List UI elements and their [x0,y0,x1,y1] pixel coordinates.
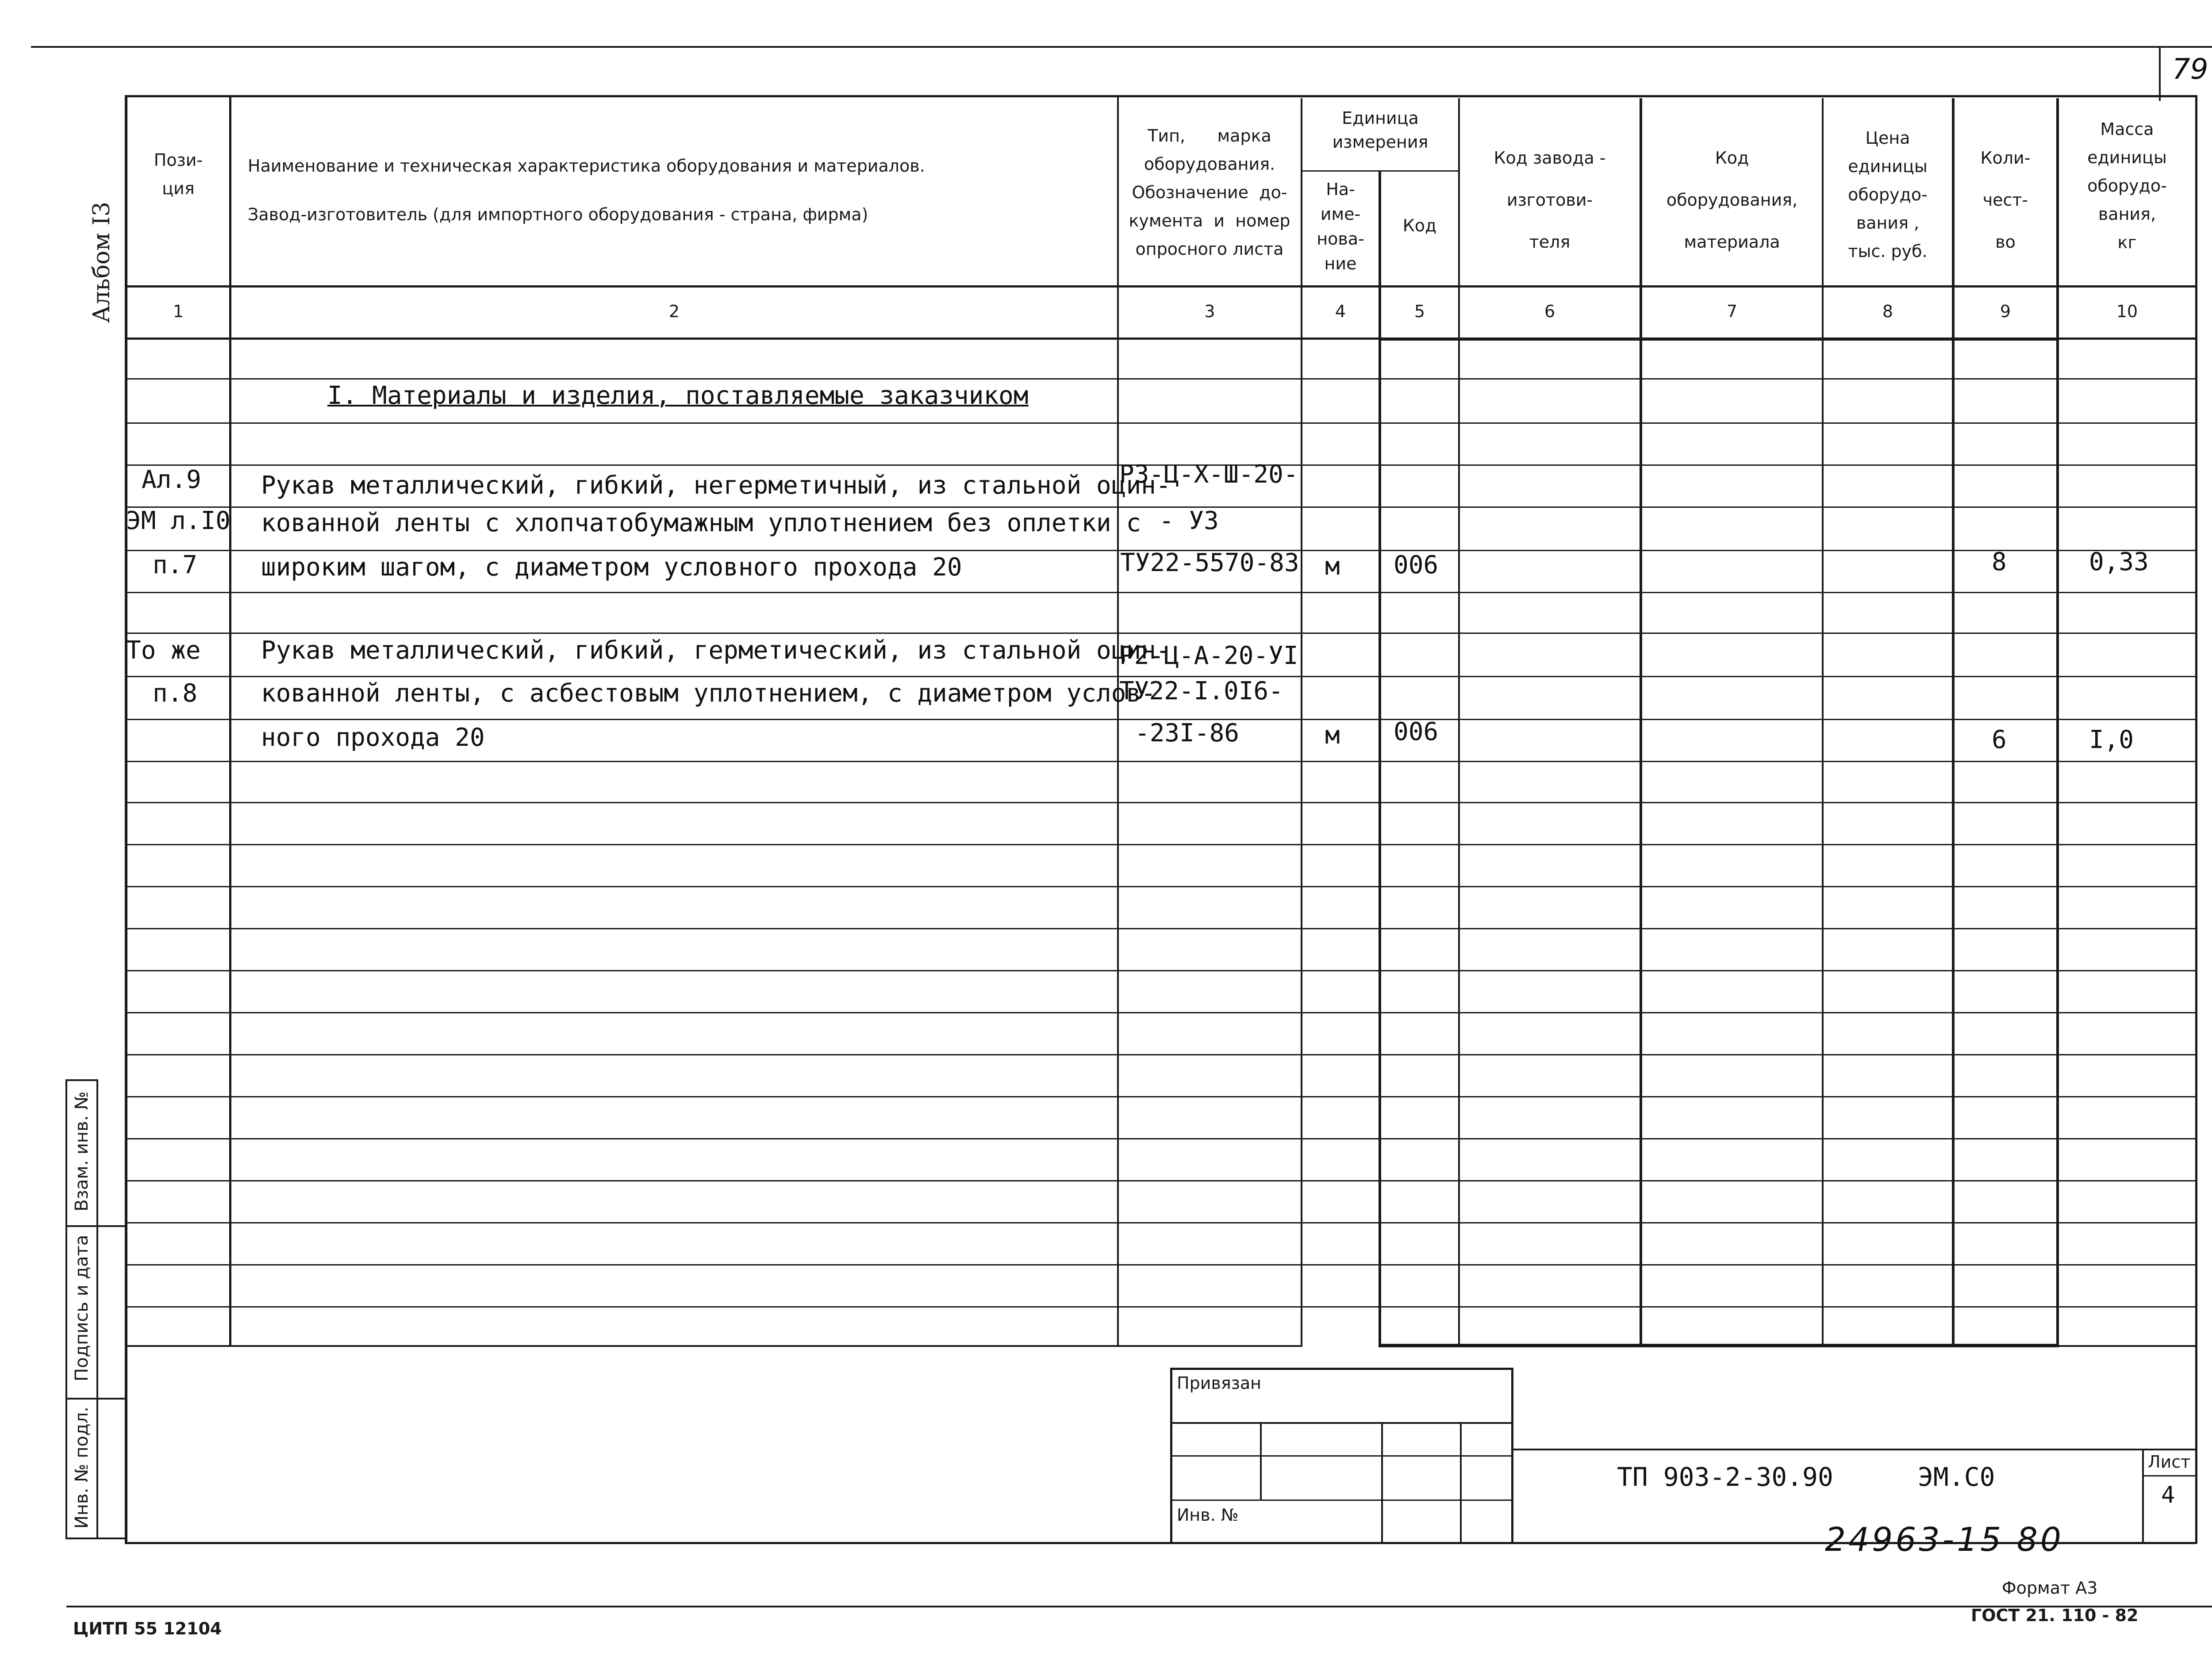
vzam-inv-label: Взам. инв. № [72,1091,92,1212]
item1-type-line3: ТУ22-5570-83 [1120,548,1299,577]
header-quantity: Коли- чест- во [1980,148,2031,252]
colnum-7: 7 [1726,302,1738,321]
row-line [125,378,2196,380]
sheet-number: 4 [2161,1482,2175,1508]
unit-header-divider [1301,170,1460,172]
item1-position-line1: Ал.9 [142,465,201,494]
printer-label: ЦИТП 55 12104 [73,1619,222,1638]
row-line [125,592,2196,593]
sheet-box-mid [2142,1475,2196,1476]
row-line [125,844,2196,845]
item1-unit-code: 006 [1394,551,1439,579]
item1-mass: 0,33 [2089,548,2149,576]
item1-position-line3: п.7 [153,551,198,579]
row-line [125,1222,2196,1223]
bound-box-top [1170,1368,1513,1370]
item2-name-line1: Рукав металлический, гибкий, герметический, из стальной оцин- [261,636,1171,665]
colnum-8: 8 [1882,302,1893,321]
col-line-2 [1117,95,1119,1347]
handwritten-number: 24963-15 80 [1825,1521,2064,1559]
item1-name-line2: кованной ленты с хлопчатобумажным уплотнением без оплетки с [261,509,1141,537]
row-line [125,802,2196,803]
main-frame-right [2195,95,2197,1544]
inv-podl-label: Инв. № подл. [72,1407,92,1529]
bold-box-top [1379,337,2059,341]
colnum-4: 4 [1335,302,1346,321]
bottom-border [66,1606,2212,1607]
item2-quantity: 6 [1992,725,2007,754]
bound-box-col1 [1260,1422,1262,1499]
row-line [125,1096,2196,1097]
item2-unit: м [1325,721,1340,750]
item2-type-line2: ТУ22-I.0I6- [1119,677,1283,706]
item1-name-line3: широким шагом, с диаметром условного прохода 20 [261,553,962,582]
section-title: I. Материалы и изделия, поставляемые заказчиком [327,381,1029,410]
gost-label: ГОСТ 21. 110 - 82 [1971,1606,2139,1625]
item2-name-line3: ного прохода 20 [261,723,485,752]
doc-mark: ЭМ.С0 [1918,1462,1995,1492]
col-line-4 [1379,170,1381,1347]
item1-name-line1: Рукав металлический, гибкий, негерметичный, из стальной оцин- [261,471,1171,500]
item2-name-line2: кованной ленты, с асбестовым уплотнением, с диаметром услов- [261,679,1156,708]
bound-box-col3 [1460,1422,1462,1542]
item1-type-line1: Р3-Ц-Х-Ш-20- [1119,460,1298,489]
bold-box-bottom [1379,1344,2059,1347]
header-position: Пози- ция [154,150,203,198]
header-price: Цена единицы оборудо- вания , тыс. руб. [1848,128,1928,261]
item2-position-line1: То же [126,636,201,665]
header-unit-code: Код [1402,216,1437,235]
item2-mass: I,0 [2089,725,2134,754]
header-equipment-code: Код оборудования, материала [1666,148,1798,252]
header-factory-code: Код завода - изготови- теля [1494,148,1606,252]
signature-date-label: Подпись и дата [72,1235,92,1381]
format-label: Формат А3 [2002,1578,2098,1598]
doc-code: ТП 903-2-30.90 [1617,1462,1833,1492]
bound-box-right [1511,1368,1513,1542]
stamp-box-right [96,1079,98,1539]
inv-label: Инв. № [1177,1505,1239,1525]
colnum-10: 10 [2116,302,2138,321]
corner-box-left [2159,48,2161,101]
item1-position-line2: ЭМ л.I0 [126,506,231,535]
row-line [125,928,2196,929]
row-line [125,970,2196,971]
item1-unit: м [1325,552,1340,581]
row-line [125,422,2196,424]
title-block-top [1513,1449,2197,1450]
stamp-box-div2 [65,1398,127,1400]
stamp-box-div1 [65,1225,127,1227]
header-type: Тип, марка оборудования. Обозначение до- кумента и номер опросного листа [1129,126,1290,259]
table-bottom-right [2059,1345,2196,1347]
bound-label: Привязан [1177,1373,1261,1393]
sheet-label: Лист [2148,1452,2191,1472]
row-line [125,1180,2196,1181]
stamp-box-bottom [65,1538,127,1539]
item2-type-line3: -23I-86 [1135,719,1240,748]
stamp-box-top [65,1079,98,1081]
top-border [31,46,2212,48]
bound-box-left [1170,1368,1172,1542]
row-line [125,1264,2196,1266]
col-line-1 [229,95,231,1347]
row-line [125,1012,2196,1013]
sheet-box-left [2142,1449,2144,1542]
row-line [125,633,2196,634]
item2-position-line2: п.8 [153,679,198,708]
colnum-1: 1 [173,302,184,321]
header-mass: Масса единицы оборудо- вания, кг [2087,119,2167,252]
item1-type-line2: - У3 [1159,506,1219,535]
header-unit-group: Единица измерения [1332,108,1429,152]
header-unit-name: На- име- нова- ние [1317,180,1364,273]
row-line [125,1306,2196,1308]
main-frame-top [125,95,2196,97]
stamp-box-left [65,1079,67,1539]
item2-type-line1: Р2-Ц-А-20-УI [1119,641,1298,670]
colnum-6: 6 [1544,302,1555,321]
sheet-corner-number: 79 [2172,53,2208,86]
colnum-5: 5 [1414,302,1425,321]
header-bottom-line [125,285,2196,288]
bound-box-col2 [1381,1422,1383,1542]
item2-unit-code: 006 [1394,717,1439,746]
colnum-2: 2 [668,302,680,321]
colnum-9: 9 [2000,302,2011,321]
row-line [125,761,2196,762]
album-label: Альбом I3 [88,202,115,323]
table-bottom-line [125,1345,1302,1347]
item1-quantity: 8 [1992,548,2007,576]
header-name: Наименование и техническая характеристика оборудования и материалов. Завод-изготовитель (для импортного оборудования - страна, фирма) [248,156,925,224]
colnum-3: 3 [1204,302,1215,321]
row-line [125,886,2196,887]
row-line [125,1054,2196,1055]
row-line [125,1138,2196,1139]
